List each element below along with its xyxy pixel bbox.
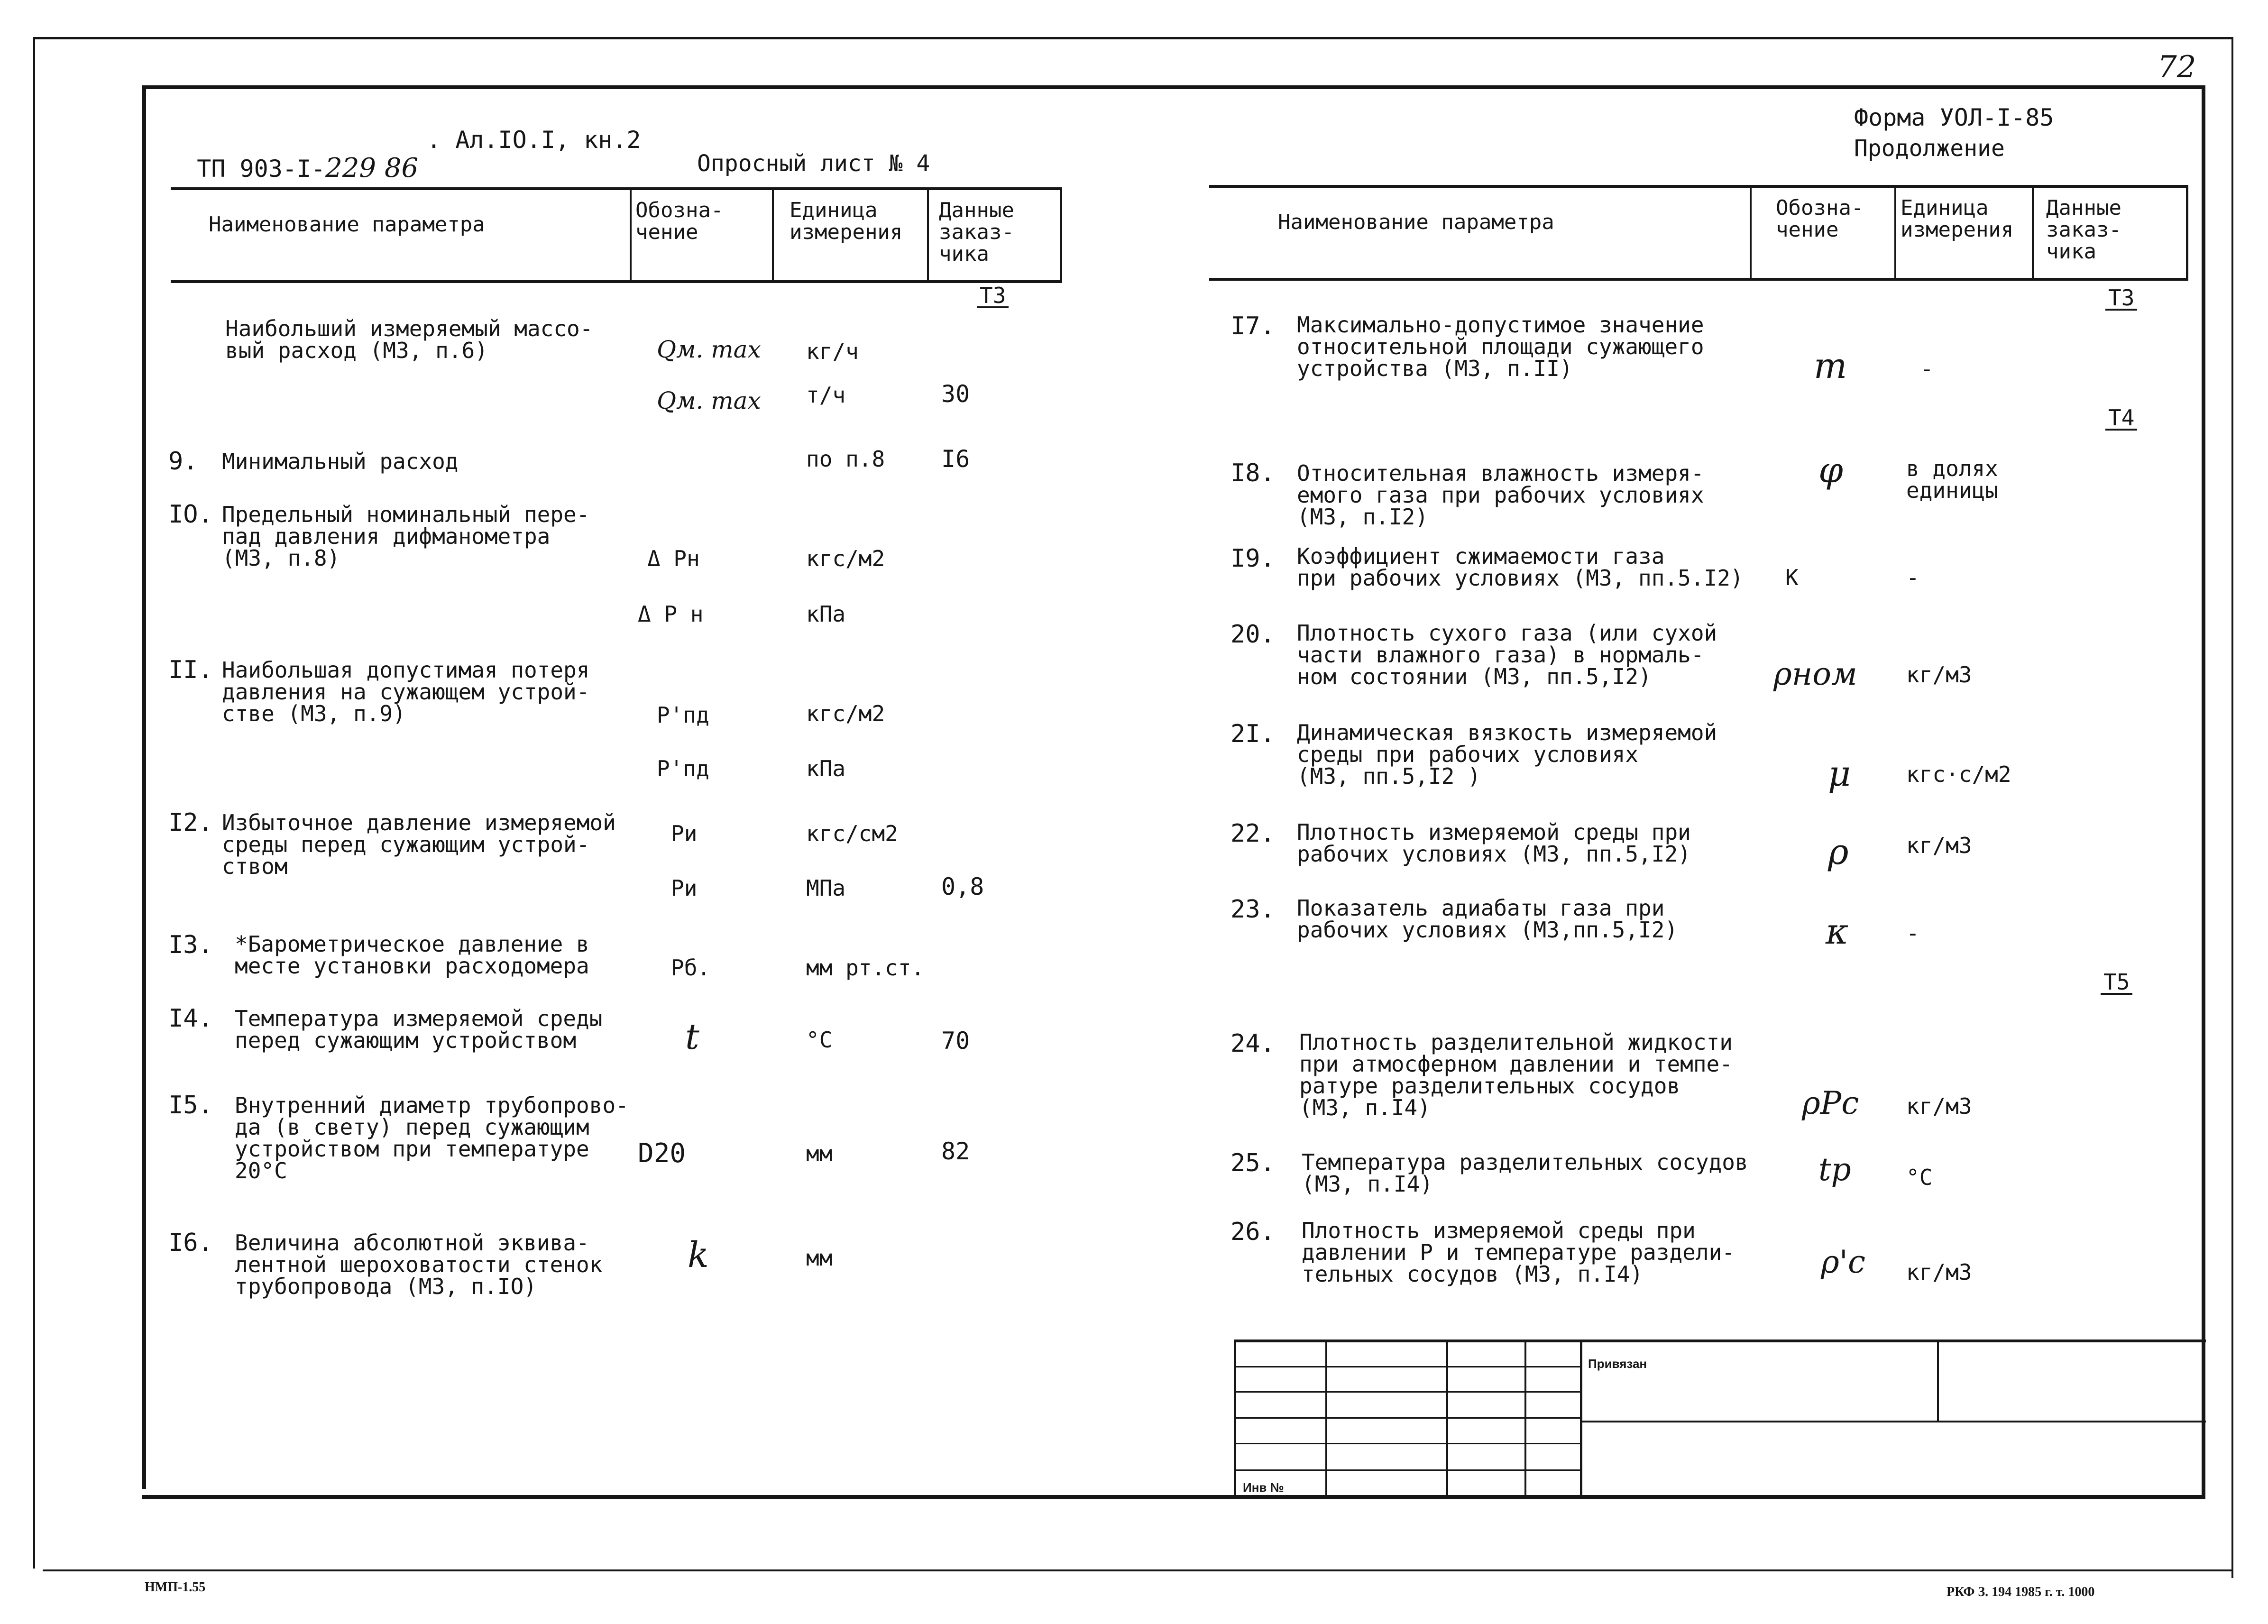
right-row-6-unit: -	[1906, 920, 1919, 946]
left-row-9-unit: мм рт.ст.	[806, 955, 925, 981]
footer-right: РКФ З. 194 1985 г. т. 1000	[1947, 1585, 2095, 1599]
left-header-divider-end	[1060, 190, 1062, 280]
left-row-10-symbol: t	[685, 1017, 699, 1057]
left-row-3-unit: кгс/м2	[806, 546, 885, 571]
left-row-2-text: Минимальный расход	[222, 449, 459, 474]
stamp-attached-label: Привязан	[1588, 1357, 1647, 1371]
stamp-block	[1234, 1340, 2206, 1498]
left-row-12-unit: мм	[806, 1245, 833, 1271]
right-section-t5: Т5	[2101, 971, 2132, 995]
right-row-8-num: 25.	[1230, 1149, 1275, 1177]
left-row-12-num: I6.	[168, 1229, 213, 1257]
left-header-divider-1	[630, 190, 632, 280]
doc-code	[168, 129, 418, 186]
right-row-7-symbol: ρРс	[1802, 1085, 1859, 1121]
left-row-9-num: I3.	[168, 931, 213, 959]
doc-code-prefix: ТП 903-I-	[197, 155, 326, 183]
right-row-9-text: Плотность измеряемой среды при давлении Р и температуре раздели- тельных сосудов (МЗ, п.I4)	[1302, 1218, 1735, 1287]
right-row-8-symbol: tр	[1818, 1151, 1851, 1188]
stamp-hline-1	[1236, 1366, 1580, 1367]
left-row-2-num: 9.	[168, 447, 198, 476]
left-row-11-symbol: D20	[638, 1138, 686, 1169]
right-row-0-unit: -	[1920, 356, 1934, 382]
right-row-0-num: I7.	[1230, 312, 1275, 340]
left-table-header	[171, 187, 1062, 283]
right-row-6-symbol: κ	[1826, 911, 1849, 952]
left-row-2-value: I6	[941, 445, 970, 473]
stamp-vline-4	[1580, 1342, 1582, 1498]
left-row-5-symbol: Р'пд	[657, 702, 709, 728]
left-section-t3: ТЗ	[977, 284, 1009, 308]
left-row-5-text: Наибольшая допустимая потеря давления на сужающем устрой- стве (МЗ, п.9)	[222, 657, 590, 726]
left-row-6-unit: кПа	[806, 756, 846, 781]
left-row-0-text: Наибольший измеряемый массо- вый расход (МЗ, п.6)	[225, 316, 593, 363]
left-row-12-text: Величина абсолютной эквива- лентной шероховатости стенок трубопровода (МЗ, п.IO)	[235, 1230, 603, 1299]
right-row-7-unit: кг/м3	[1906, 1093, 1972, 1119]
stamp-vline-5	[1937, 1342, 1939, 1421]
left-row-9-symbol: Рб.	[671, 955, 711, 981]
left-row-6-symbol: Р'пд	[657, 756, 709, 781]
right-row-8-unit: °С	[1906, 1165, 1933, 1190]
left-row-8-value: 0,8	[941, 873, 984, 900]
left-row-1-unit: т/ч	[806, 382, 846, 408]
doc-code-number: 229 86	[325, 153, 419, 184]
left-row-7-symbol: Ри	[671, 821, 698, 846]
sheet-title: Опросный лист № 4	[697, 150, 930, 177]
right-header-data: Данные заказ- чика	[2046, 196, 2121, 264]
right-row-8-text: Температура разделительных сосудов (МЗ, п.I4)	[1302, 1149, 1748, 1197]
left-row-3-num: IO.	[168, 500, 213, 529]
left-header-divider-3	[927, 190, 929, 280]
left-row-11-text: Внутренний диаметр трубопрово- да (в свету) перед сужающим устройством при температуре 20°С	[235, 1092, 629, 1184]
left-header-divider-2	[772, 190, 774, 280]
left-header-name: Наименование параметра	[209, 212, 485, 237]
right-row-3-num: 20.	[1230, 620, 1275, 649]
left-row-1-value: 30	[941, 380, 970, 408]
stamp-hline-2	[1236, 1391, 1580, 1393]
left-row-10-num: I4.	[168, 1004, 213, 1033]
right-row-2-num: I9.	[1230, 544, 1275, 573]
left-row-0-symbol: Qм. max	[657, 336, 761, 363]
right-row-5-symbol: ρ	[1828, 832, 1849, 872]
right-row-2-text: Коэффициент сжимаемости газа при рабочих условиях (МЗ, пп.5.I2)	[1297, 543, 1744, 591]
right-row-4-symbol: μ	[1828, 753, 1851, 794]
left-row-4-symbol: Δ Р н	[638, 601, 704, 627]
right-row-5-num: 22.	[1230, 819, 1275, 848]
right-header-divider-2	[1894, 188, 1896, 278]
right-row-1-text: Относительная влажность измеря- емого газа при рабочих условиях (МЗ, п.I2)	[1297, 460, 1704, 530]
outer-frame-right	[2231, 37, 2233, 1578]
right-row-7-text: Плотность разделительной жидкости при атмосферном давлении и темпе- ратуре разделительных сосудов (МЗ, п.I4)	[1299, 1029, 1733, 1120]
left-header-data: Данные заказ- чика	[939, 198, 1014, 266]
left-row-3-symbol: Δ Рн	[647, 546, 700, 571]
page-number: 72	[2158, 50, 2196, 85]
continuation-label: Продолжение	[1854, 135, 2005, 162]
left-row-10-text: Температура измеряемой среды перед сужающим устройством	[235, 1006, 603, 1053]
right-row-2-symbol: К	[1785, 565, 1799, 590]
right-row-0-symbol: m	[1814, 346, 1847, 386]
right-row-4-unit: кгс·с/м2	[1906, 762, 2011, 787]
right-row-6-text: Показатель адиабаты газа при рабочих условиях (МЗ,пп.5,I2)	[1297, 895, 1678, 943]
right-row-3-text: Плотность сухого газа (или сухой части влажного газа) в нормаль- ном состоянии (МЗ, пп.5,I2)	[1297, 620, 1717, 689]
right-table-header	[1209, 185, 2188, 281]
left-row-11-num: I5.	[168, 1091, 213, 1119]
right-section-t3: ТЗ	[2105, 287, 2137, 311]
left-row-2-unit: по п.8	[806, 446, 885, 472]
left-header-unit: Единица измерения	[790, 198, 903, 244]
stamp-hline-5	[1236, 1469, 1580, 1471]
left-row-11-unit: мм	[806, 1141, 833, 1166]
form-label: Форма УОЛ-I-85	[1854, 104, 2054, 131]
left-row-10-value: 70	[941, 1027, 970, 1055]
left-row-3-text: Предельный номинальный пере- пад давления дифманометра (МЗ, п.8)	[222, 502, 590, 571]
right-row-2-unit: -	[1906, 565, 1919, 590]
right-row-3-symbol: ρном	[1773, 656, 1857, 692]
inner-frame-top	[142, 85, 2205, 89]
right-row-9-unit: кг/м3	[1906, 1259, 1972, 1285]
inner-frame-left	[142, 85, 146, 1489]
left-row-11-value: 82	[941, 1138, 970, 1165]
left-row-7-unit: кгс/см2	[806, 821, 898, 846]
inner-frame-right	[2202, 85, 2205, 1498]
stamp-hline-right	[1580, 1421, 2206, 1422]
album-ref: . Ал.IO.I, кн.2	[427, 126, 641, 154]
left-row-4-unit: кПа	[806, 601, 846, 627]
right-row-3-unit: кг/м3	[1906, 662, 1972, 688]
right-row-6-num: 23.	[1230, 895, 1275, 924]
left-row-8-unit: МПа	[806, 875, 846, 901]
right-header-unit: Единица измерения	[1901, 196, 2014, 242]
right-row-5-unit: кг/м3	[1906, 833, 1972, 858]
right-row-1-unit: в долях единицы	[1906, 456, 1998, 503]
right-header-divider-3	[2032, 188, 2034, 278]
right-header-designation: Обозна- чение	[1776, 196, 1864, 242]
left-row-5-num: II.	[168, 656, 213, 684]
outer-frame-bottom	[43, 1569, 2233, 1571]
left-row-7-text: Избыточное давление измеряемой среды перед сужающим устрой- ством	[222, 810, 616, 879]
right-row-4-text: Динамическая вязкость измеряемой среды при рабочих условиях (МЗ, пп.5,I2 )	[1297, 720, 1717, 789]
left-row-10-unit: °С	[806, 1027, 833, 1053]
left-row-8-symbol: Ри	[671, 875, 698, 901]
right-row-9-num: 26.	[1230, 1218, 1275, 1246]
right-row-5-text: Плотность измеряемой среды при рабочих условиях (МЗ, пп.5,I2)	[1297, 819, 1691, 867]
left-row-7-num: I2.	[168, 808, 213, 837]
right-section-t4: Т4	[2105, 407, 2137, 431]
left-header-designation: Обозна- чение	[635, 198, 724, 244]
right-row-1-num: I8.	[1230, 459, 1275, 487]
left-row-9-text: *Барометрическое давление в месте установки расходомера	[235, 931, 589, 979]
left-row-5-unit: кгс/м2	[806, 701, 885, 726]
right-header-name: Наименование параметра	[1278, 210, 1554, 234]
outer-frame-top	[33, 37, 2233, 39]
stamp-hline-4	[1236, 1443, 1580, 1444]
stamp-inv-label: Инв №	[1243, 1480, 1284, 1495]
outer-frame-left	[33, 37, 35, 1569]
right-row-0-text: Максимально-допустимое значение относительной площади сужающего устройства (МЗ, п.II)	[1297, 312, 1704, 381]
stamp-hline-3	[1236, 1417, 1580, 1419]
left-row-12-symbol: k	[688, 1235, 709, 1275]
footer-left: НМП-1.55	[145, 1580, 206, 1595]
right-row-1-symbol: φ	[1818, 450, 1843, 491]
left-row-0-unit: кг/ч	[806, 339, 859, 364]
left-row-1-symbol: Qм. max	[657, 387, 761, 414]
right-row-7-num: 24.	[1230, 1029, 1275, 1058]
right-row-4-num: 2I.	[1230, 720, 1275, 748]
right-row-9-symbol: ρ'с	[1821, 1244, 1865, 1280]
right-header-divider-1	[1750, 188, 1752, 278]
